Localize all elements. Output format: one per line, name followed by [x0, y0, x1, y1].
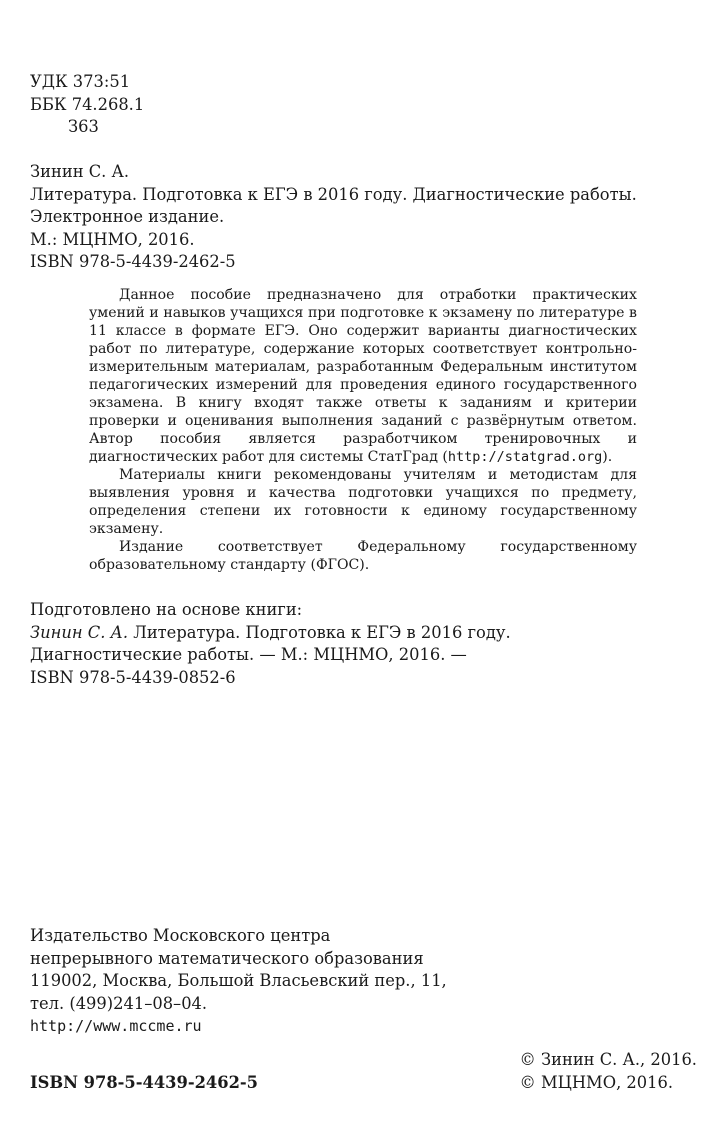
publisher-website-link[interactable]: http://www.mccme.ru: [30, 1017, 202, 1036]
statgrad-link[interactable]: http://statgrad.org: [447, 449, 603, 465]
publisher-name-2: непрерывного математического образования: [30, 948, 424, 968]
udk-code: УДК 373:51: [30, 72, 131, 91]
book-imprint: М.: МЦНМО, 2016.: [30, 229, 195, 249]
book-title: Литература. Подготовка к ЕГЭ в 2016 году. Диагностические работы.: [30, 184, 637, 204]
prepared-from-block: [30, 599, 511, 689]
bbk-code: ББК 74.268.1: [30, 94, 145, 114]
publisher-block: [30, 925, 447, 1038]
prepared-title-line: [30, 622, 511, 645]
copyright-publisher: © МЦНМО, 2016.: [519, 1073, 674, 1092]
annotation-text-end: ).: [602, 449, 613, 465]
prepared-title: Литература. Подготовка к ЕГЭ в 2016 году.: [128, 622, 511, 642]
prepared-author: Зинин С. А.: [30, 622, 129, 642]
book-edition: Электронное издание.: [30, 207, 225, 227]
annotation-paragraph-2: Материалы книги рекомендованы учителям и методистам для выявления уровня и качества подготовки учащихся по предмету, определения степени их готовности к единому государственному экзамену.: [89, 467, 637, 537]
annotation-paragraph-3: Издание соответствует Федеральному государственному образовательному стандарту (ФГОС).: [89, 539, 637, 573]
prepared-imprint: Диагностические работы. — М.: МЦНМО, 2016. —: [30, 645, 467, 665]
footer-isbn: ISBN 978-5-4439-2462-5: [30, 1073, 258, 1092]
bibliographic-record: [30, 161, 637, 274]
copyright-block: [520, 1048, 697, 1094]
prepared-heading: Подготовлено на основе книги:: [30, 600, 303, 619]
annotation-paragraph-1: [89, 286, 637, 466]
book-author: Зинин С. А.: [30, 162, 130, 181]
prepared-isbn: ISBN 978-5-4439-0852-6: [30, 667, 236, 687]
annotation: [89, 286, 637, 574]
publisher-name-1: Издательство Московского центра: [30, 926, 331, 945]
copyright-author: © Зинин С. А., 2016.: [519, 1050, 697, 1069]
classification-block: [30, 71, 144, 139]
annotation-text: Данное пособие предназначено для отработки практических умений и навыков учащихся при подготовке к экзамену по литературе в 11 классе в формате ЕГЭ. Оно содержит варианты диагностических работ по литературе, содержание которых соответствует контрольно-измерительным материалам, разработанным Федеральным институтом педагогических измерений для проведения единого государственного экзамена. В книгу входят также ответы к заданиям и критерии проверки и оценивания выполнения заданий с развёрнутым ответом. Автор пособия является разработчиком тренировочных и диагностических работ для системы СтатГрад (: [89, 287, 637, 465]
book-isbn: ISBN 978-5-4439-2462-5: [30, 252, 236, 272]
publisher-phone: тел. (499)241–08–04.: [30, 993, 208, 1013]
publisher-address: 119002, Москва, Большой Власьевский пер., 11,: [30, 971, 447, 991]
author-mark: З63: [68, 117, 99, 137]
